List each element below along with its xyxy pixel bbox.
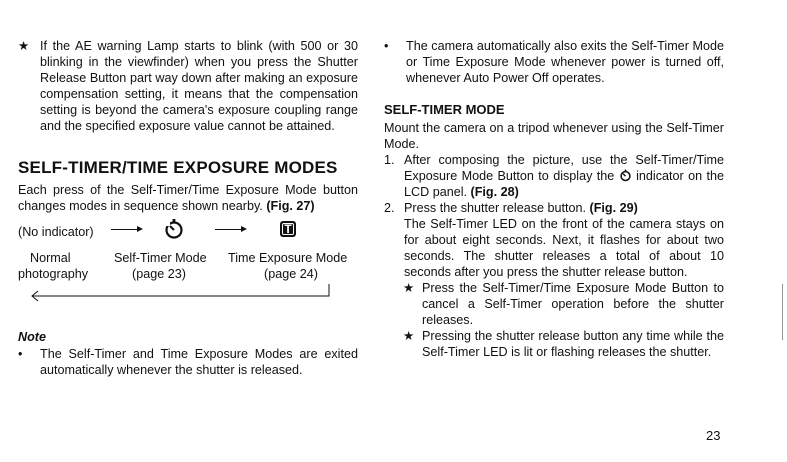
intro-text: Each press of the Self-Timer/Time Exposure Mode button changes modes in sequence shown nearby. (18, 183, 358, 213)
star-marker: ★ (403, 329, 415, 343)
time-exposure-page: (page 24) (264, 267, 318, 281)
return-arrow-icon (26, 282, 336, 302)
auto-exit-text: The camera automatically also exits the Self-Timer Mode or Time Exposure Mode whenever power is turned off, whenever Auto Power Off operates. (406, 39, 724, 85)
step-2-detail: The Self-Timer LED on the front of the camera stays on for about eight seconds. Next, it flashes for about two seconds. The shutter releases a total of about 10 seconds after you press the shutter release button. (404, 217, 724, 279)
normal-label: Normal (30, 251, 71, 265)
star-marker: ★ (403, 281, 415, 295)
bullet-marker: • (384, 39, 389, 53)
release-sub-text: Pressing the shutter release button any time while the Self-Timer LED is lit or flashing releases the shutter. (422, 329, 724, 359)
step-1 (384, 152, 724, 200)
time-exposure-label: Time Exposure Mode (228, 251, 348, 265)
normal-label-2: photography (18, 267, 89, 281)
step-number: 1. (384, 153, 395, 167)
star-marker: ★ (18, 39, 30, 53)
cancel-sub-item (384, 280, 724, 328)
warning-text: If the AE warning Lamp starts to blink (with 500 or 30 blinking in the viewfinder) when you press the Shutter Release Button part way down after making an exposure compensation setting, it means that the compensation setting is beyond the camera's exposure coupling range and the specified exposure value cannot be attained. (40, 39, 358, 133)
fig-ref-29: (Fig. 29) (589, 201, 638, 215)
warning-star-item (18, 38, 358, 134)
fig-ref-27: (Fig. 27) (266, 199, 315, 213)
cancel-sub-text: Press the Self-Timer/Time Exposure Mode Button to cancel a Self-Timer operation before the shutter releases. (422, 281, 724, 327)
time-exposure-icon: T (280, 221, 296, 237)
no-indicator-label: (No indicator) (18, 225, 94, 239)
release-sub-item (384, 328, 724, 360)
self-timer-page: (page 23) (132, 267, 186, 281)
auto-exit-item (384, 38, 724, 86)
step-2 (384, 200, 724, 280)
self-timer-intro: Mount the camera on a tripod whenever using the Self-Timer Mode. (384, 121, 724, 151)
self-timer-heading: SELF-TIMER MODE (384, 102, 505, 117)
right-column (384, 38, 724, 360)
self-timer-label: Self-Timer Mode (114, 251, 207, 265)
step-number: 2. (384, 201, 395, 215)
self-timer-icon (619, 169, 632, 182)
step-1-text-b: indicator on the LCD panel. (404, 169, 725, 199)
step-1-text: After composing the picture, use the Self-Timer/Time Exposure Mode Button to display the (404, 153, 724, 183)
section-intro (18, 182, 358, 214)
note-item (18, 346, 358, 378)
step-2-text: Press the shutter release button. (404, 201, 587, 215)
note-title: Note (18, 330, 46, 344)
mode-sequence-diagram (18, 224, 358, 312)
section-heading: SELF-TIMER/TIME EXPOSURE MODES (18, 158, 338, 177)
left-column (18, 38, 358, 378)
arrow-right-icon (111, 229, 141, 230)
self-timer-icon (164, 218, 184, 240)
note-text: The Self-Timer and Time Exposure Modes are exited automatically whenever the shutter is released. (40, 347, 358, 377)
page-edge-line (782, 284, 783, 340)
arrow-right-icon (215, 229, 245, 230)
fig-ref-28: (Fig. 28) (470, 185, 519, 199)
page-number: 23 (706, 428, 721, 443)
bullet-marker: • (18, 347, 23, 361)
